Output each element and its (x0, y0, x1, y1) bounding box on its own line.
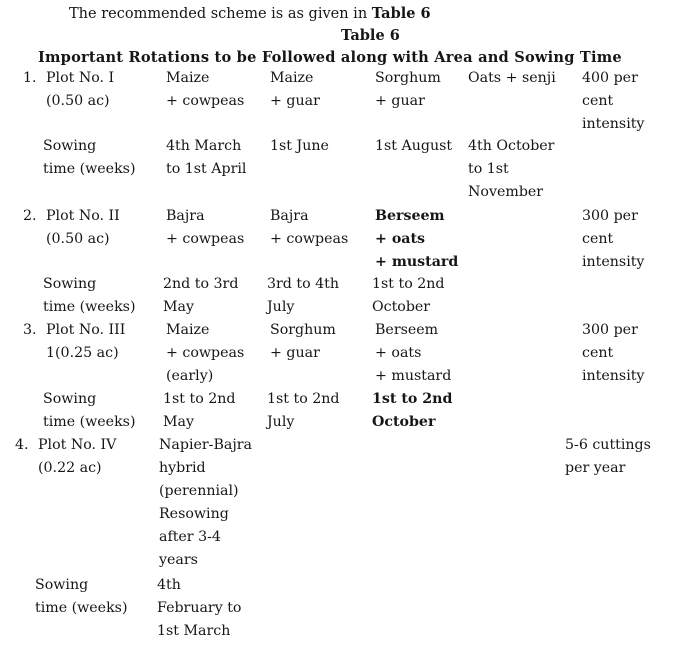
row-number: 4. (15, 437, 29, 453)
intensity-cell: cent (582, 231, 614, 247)
sowing-time-cell: 1st to 2nd (372, 276, 445, 292)
crop-cell: Sorghum (270, 322, 336, 338)
sowing-time-cell: 1st to 2nd (372, 391, 453, 407)
sowing-time-cell: May (163, 299, 195, 315)
intro-text: The recommended scheme is as given in (69, 6, 372, 22)
intensity-cell: intensity (582, 116, 645, 132)
crop-cell: Resowing (159, 506, 229, 522)
crop-cell: + guar (270, 345, 320, 361)
sowing-time-cell: July (267, 414, 295, 430)
sowing-time-cell: May (163, 414, 195, 430)
sowing-time-cell: 3rd to 4th (267, 276, 340, 292)
sowing-label: time (weeks) (35, 600, 128, 616)
crop-cell: + cowpeas (166, 93, 245, 109)
crop-cell: + oats (375, 231, 426, 247)
crop-cell: + oats (375, 345, 422, 361)
crop-cell: years (159, 552, 198, 568)
sowing-label: Sowing (43, 276, 97, 292)
crop-cell: hybrid (159, 460, 206, 476)
sowing-time-cell: October (372, 414, 436, 430)
crop-cell: Napier-Bajra (159, 437, 252, 453)
plot-label: Plot No. I (46, 70, 115, 86)
plot-label: Plot No. II (46, 208, 120, 224)
crop-cell: Oats + senji (468, 70, 556, 86)
sowing-label: Sowing (43, 138, 97, 154)
table-title: Important Rotations to be Followed along with Area and Sowing Time (38, 49, 622, 66)
crop-cell: (early) (166, 368, 214, 384)
intro-sentence (69, 2, 431, 26)
crop-cell: + cowpeas (166, 231, 245, 247)
plot-label: (0.22 ac) (38, 460, 102, 476)
sowing-time-cell: to 1st (468, 161, 509, 177)
intensity-cell: 5-6 cuttings (565, 437, 651, 453)
intensity-cell: cent (582, 93, 614, 109)
row-number: 3. (23, 322, 37, 338)
sowing-time-cell: July (267, 299, 295, 315)
plot-label: (0.50 ac) (46, 93, 110, 109)
sowing-time-cell: 1st March (157, 623, 231, 639)
intensity-cell: intensity (582, 368, 645, 384)
crop-cell: Maize (166, 70, 210, 86)
sowing-time-cell: 4th October (468, 138, 555, 154)
plot-label: 1(0.25 ac) (46, 345, 119, 361)
sowing-time-cell: 4th (157, 577, 181, 593)
row-number: 2. (23, 208, 37, 224)
intensity-cell: intensity (582, 254, 645, 270)
crop-cell: Sorghum (375, 70, 441, 86)
table-number: Table 6 (341, 27, 400, 44)
intensity-cell: cent (582, 345, 614, 361)
intensity-cell: 400 per (582, 70, 638, 86)
sowing-time-cell: 1st August (375, 138, 453, 154)
crop-cell: + mustard (375, 368, 452, 384)
intensity-cell: 300 per (582, 322, 638, 338)
sowing-time-cell: 1st June (270, 138, 329, 154)
plot-label: Plot No. III (46, 322, 126, 338)
intro-table-ref: Table 6 (371, 5, 431, 22)
sowing-time-cell: October (372, 299, 431, 315)
sowing-time-cell: February to (157, 600, 242, 616)
crop-cell: Maize (270, 70, 314, 86)
sowing-time-cell: 4th March (166, 138, 242, 154)
crop-cell: Berseem (375, 208, 445, 224)
sowing-label: time (weeks) (43, 161, 136, 177)
sowing-time-cell: 2nd to 3rd (163, 276, 239, 292)
sowing-time-cell: to 1st April (166, 161, 247, 177)
crop-cell: + mustard (375, 254, 459, 270)
sowing-label: time (weeks) (43, 414, 136, 430)
plot-label: Plot No. IV (38, 437, 117, 453)
intensity-cell: per year (565, 460, 626, 476)
crop-cell: Bajra (270, 208, 309, 224)
sowing-label: Sowing (35, 577, 89, 593)
row-number: 1. (23, 70, 37, 86)
crop-cell: + guar (270, 93, 320, 109)
crop-cell: + cowpeas (270, 231, 349, 247)
intensity-cell: 300 per (582, 208, 638, 224)
sowing-time-cell: 1st to 2nd (267, 391, 340, 407)
crop-cell: after 3-4 (159, 529, 221, 545)
crop-cell: (perennial) (159, 483, 239, 499)
crop-cell: Berseem (375, 322, 439, 338)
crop-cell: + cowpeas (166, 345, 245, 361)
sowing-time-cell: 1st to 2nd (163, 391, 236, 407)
sowing-label: time (weeks) (43, 299, 136, 315)
sowing-label: Sowing (43, 391, 97, 407)
crop-cell: Bajra (166, 208, 205, 224)
crop-cell: + guar (375, 93, 425, 109)
sowing-time-cell: November (468, 184, 544, 200)
crop-cell: Maize (166, 322, 210, 338)
plot-label: (0.50 ac) (46, 231, 110, 247)
